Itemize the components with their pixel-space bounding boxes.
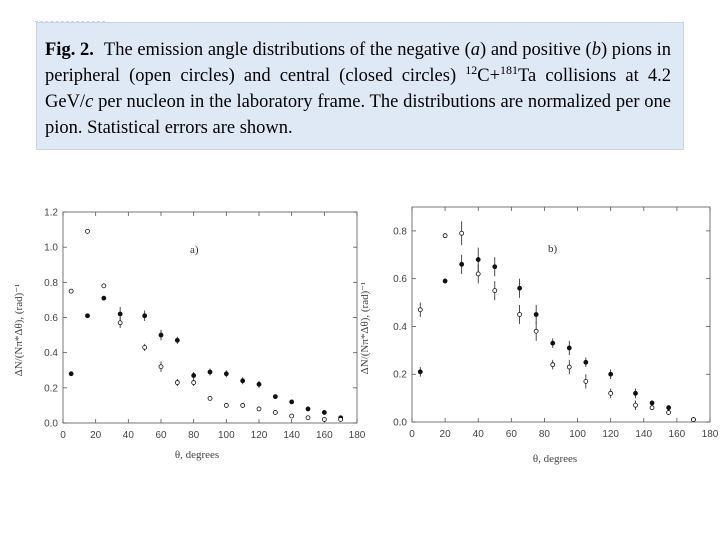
data-point-central (609, 372, 613, 376)
data-point-peripheral (460, 231, 464, 235)
x-tick-label: 60 (155, 430, 167, 441)
x-tick-label: 180 (701, 429, 719, 440)
y-tick-label: 0.0 (393, 417, 407, 429)
caption-label: Fig. 2. (45, 40, 94, 60)
data-point-central (208, 370, 212, 374)
data-point-peripheral (634, 403, 638, 407)
y-tick-label: 0.8 (44, 277, 58, 289)
data-point-central (650, 401, 654, 405)
data-point-central (584, 360, 588, 364)
x-tick-label: 100 (569, 429, 586, 440)
data-point-peripheral (69, 289, 73, 293)
data-point-central (273, 395, 277, 399)
x-tick-label: 0 (409, 429, 415, 440)
data-point-peripheral (443, 234, 447, 238)
data-point-peripheral (192, 381, 196, 385)
y-tick-label: 0.4 (393, 321, 407, 333)
data-point-peripheral (418, 308, 422, 312)
x-axis-title: θ, degrees (532, 453, 578, 465)
x-tick-label: 0 (60, 430, 66, 441)
data-point-peripheral (102, 284, 106, 288)
data-point-peripheral (118, 321, 122, 325)
data-point-peripheral (518, 313, 522, 317)
data-point-peripheral (175, 381, 179, 385)
data-point-central (118, 312, 122, 316)
caption-text-1: The emission angle distributions of the negative ( (103, 40, 471, 60)
x-tick-label: 100 (217, 430, 235, 441)
caption-c: c (85, 92, 94, 112)
data-point-central (224, 372, 228, 376)
x-tick-label: 80 (188, 430, 200, 441)
plot-frame (412, 207, 710, 422)
x-tick-label: 40 (472, 429, 484, 440)
y-tick-label: 0.2 (44, 383, 58, 395)
caption-b: b (591, 40, 601, 60)
x-tick-label: 140 (283, 430, 301, 441)
caption-sup-12: 12 (465, 62, 478, 77)
data-point-peripheral (584, 379, 588, 383)
data-point-central (443, 279, 447, 283)
caption-text-4: C+ (477, 66, 501, 86)
y-tick-label: 0.8 (393, 226, 407, 238)
data-point-central (86, 314, 90, 318)
caption-text-5: Ta collisions at 4.2 GeV/ (45, 66, 671, 112)
caption-text-3: ) pions in peripheral (open circles) and central (closed circles) (45, 40, 671, 86)
data-point-peripheral (551, 363, 555, 367)
data-point-peripheral (667, 410, 671, 414)
x-tick-label: 40 (122, 430, 134, 441)
x-tick-label: 160 (668, 429, 686, 440)
caption-a: a (470, 40, 480, 60)
panel-label: a) (190, 244, 199, 256)
data-point-peripheral (224, 403, 228, 407)
data-point-central (518, 286, 522, 290)
data-point-central (69, 372, 73, 376)
y-tick-label: 0.0 (44, 418, 58, 430)
caption-sup-181: 181 (500, 62, 519, 77)
x-tick-label: 120 (602, 429, 620, 440)
data-point-peripheral (609, 391, 613, 395)
data-point-peripheral (159, 365, 163, 369)
data-point-central (567, 346, 571, 350)
data-point-peripheral (493, 289, 497, 293)
x-tick-label: 120 (250, 430, 268, 441)
data-point-peripheral (534, 329, 538, 333)
panel-label: b) (548, 243, 558, 255)
data-point-peripheral (322, 417, 326, 421)
data-point-peripheral (86, 229, 90, 233)
data-point-peripheral (257, 407, 261, 411)
data-point-peripheral (567, 365, 571, 369)
data-point-peripheral (691, 418, 695, 422)
data-point-central (534, 313, 538, 317)
x-tick-label: 60 (505, 429, 517, 440)
data-point-central (634, 391, 638, 395)
y-tick-label: 0.2 (393, 369, 407, 381)
chart-panel-a (13, 208, 366, 462)
caption-text-2: ) and positive ( (479, 40, 592, 60)
data-point-peripheral (273, 410, 277, 414)
data-point-central (476, 258, 480, 262)
data-point-central (241, 379, 245, 383)
y-axis-title: ΔN/(Nπ*Δθ), (rad)⁻¹ (13, 283, 25, 377)
data-point-central (290, 400, 294, 404)
plot-frame (63, 212, 357, 423)
data-point-peripheral (339, 417, 343, 421)
data-point-peripheral (290, 414, 294, 418)
x-tick-label: 160 (315, 430, 333, 441)
x-tick-label: 20 (90, 430, 102, 441)
x-tick-label: 80 (538, 429, 551, 440)
y-tick-label: 1.2 (44, 207, 58, 219)
x-tick-label: 20 (439, 429, 451, 440)
data-point-central (418, 370, 422, 374)
x-tick-label: 180 (348, 430, 366, 441)
data-point-central (143, 314, 147, 318)
y-tick-label: 1.0 (44, 242, 58, 254)
data-point-central (551, 341, 555, 345)
data-point-central (667, 406, 671, 410)
data-point-central (192, 374, 196, 378)
y-tick-label: 0.4 (44, 348, 58, 360)
data-point-peripheral (208, 396, 212, 400)
data-point-central (322, 410, 326, 414)
x-tick-label: 140 (635, 429, 653, 440)
data-point-central (460, 262, 464, 266)
data-point-central (306, 407, 310, 411)
data-point-peripheral (306, 416, 310, 420)
data-point-central (102, 296, 106, 300)
chart-panel-b (359, 207, 719, 465)
x-axis-title: θ, degrees (174, 449, 220, 461)
data-point-central (175, 338, 179, 342)
data-point-peripheral (650, 406, 654, 410)
caption-text-6: per nucleon in the laboratory frame. The distributions are normalized per one pion. Statistical errors are shown. (45, 92, 671, 138)
data-point-central (493, 265, 497, 269)
data-point-central (257, 382, 261, 386)
data-point-central (159, 333, 163, 337)
data-point-peripheral (476, 272, 480, 276)
y-tick-label: 0.6 (393, 274, 407, 286)
data-point-peripheral (143, 345, 147, 349)
y-axis-title: ΔN/(Nπ*Δθ), (rad)⁻¹ (359, 281, 371, 375)
data-point-peripheral (241, 403, 245, 407)
y-tick-label: 0.6 (44, 313, 58, 324)
